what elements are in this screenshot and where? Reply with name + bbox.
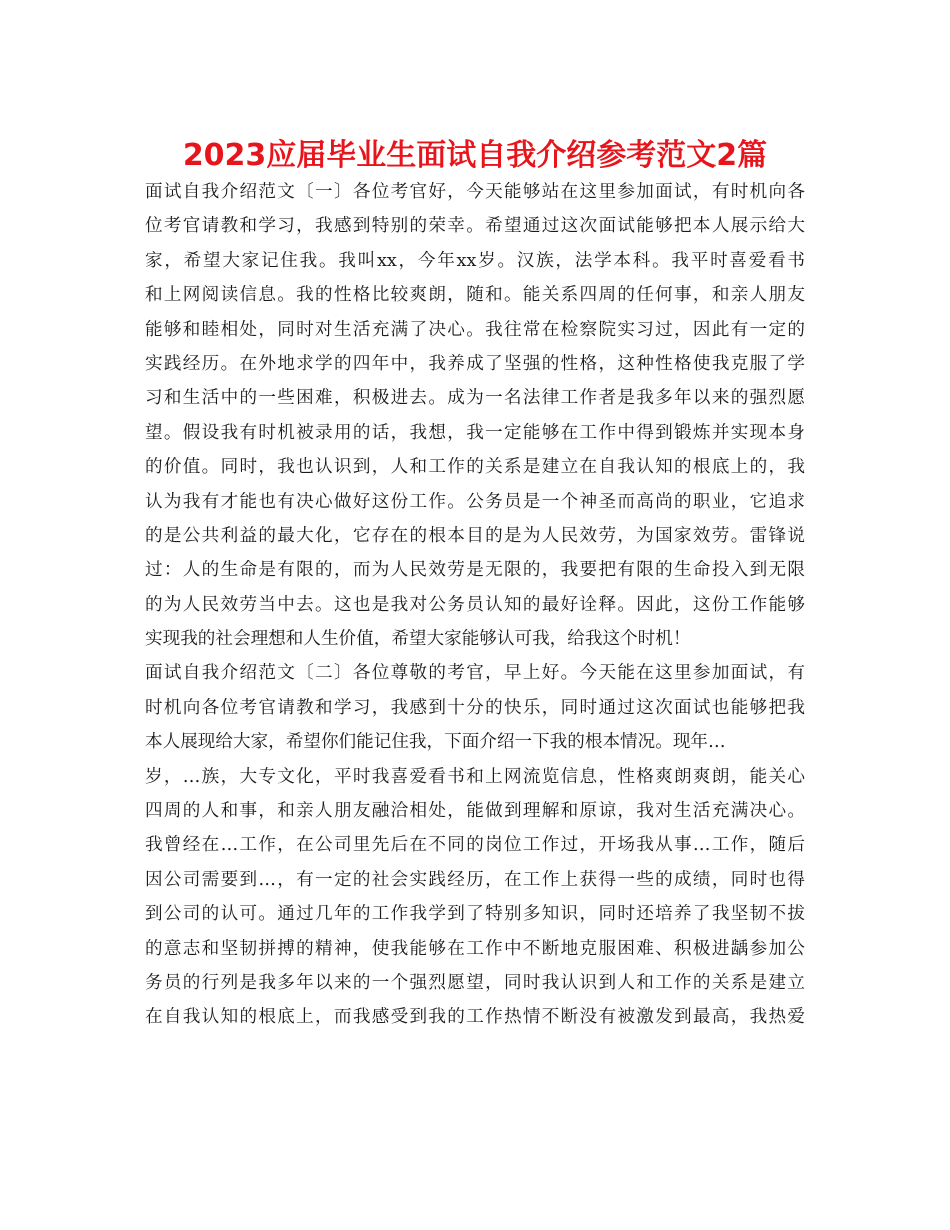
- text-line: 实践经历。在外地求学的四年中，我养成了坚强的性格，这种性格使我克服了学: [145, 353, 805, 374]
- text-line: 我曾经在…工作，在公司里先后在不同的岗位工作过，开场我从事…工作，随后: [145, 835, 805, 856]
- text-line: 和上网阅读信息。我的性格比较爽朗，随和。能关系四周的任何事，和亲人朋友: [145, 285, 805, 306]
- text-line: 务员的行列是我多年以来的一个强烈愿望，同时我认识到人和工作的关系是建立: [145, 972, 805, 993]
- text-line: 位考官请教和学习，我感到特别的荣幸。希望通过这次面试能够把本人展示给大: [145, 216, 805, 237]
- text-line: 到公司的认可。通过几年的工作我学到了特别多知识，同时还培养了我坚韧不拔: [145, 904, 805, 925]
- document-body: [145, 175, 805, 1035]
- text-line: 过：人的生命是有限的，而为人民效劳是无限的，我要把有限的生命投入到无限: [145, 560, 805, 581]
- text-line: 望。假设我有时机被录用的话，我想，我一定能够在工作中得到锻炼并实现本身: [145, 422, 805, 443]
- text-line: 因公司需要到…，有一定的社会实践经历，在工作上获得一些的成绩，同时也得: [145, 869, 805, 890]
- text-line: 能够和睦相处，同时对生活充满了决心。我往常在检察院实习过，因此有一定的: [145, 319, 805, 340]
- text-line: 在自我认知的根底上，而我感受到我的工作热情不断没有被激发到最高，我热爱: [145, 1007, 805, 1028]
- text-line: 面试自我介绍范文〔二〕各位尊敬的考官，早上好。今天能在这里参加面试，有: [145, 663, 805, 684]
- text-line: 的为人民效劳当中去。这也是我对公务员认知的最好诠释。因此，这份工作能够: [145, 594, 805, 615]
- text-line: 四周的人和事，和亲人朋友融洽相处，能做到理解和原谅，我对生活充满决心。: [145, 801, 805, 822]
- text-line: 习和生活中的一些困难，积极进去。成为一名法律工作者是我多年以来的强烈愿: [145, 388, 805, 409]
- text-line: 家，希望大家记住我。我叫xx，今年xx岁。汉族，法学本科。我平时喜爱看书: [145, 250, 805, 271]
- text-line: 认为我有才能也有决心做好这份工作。公务员是一个神圣而高尚的职业，它追求: [145, 491, 805, 512]
- text-line: 本人展现给大家，希望你们能记住我，下面介绍一下我的根本情况。现年…: [145, 732, 726, 753]
- text-line: 的价值。同时，我也认识到，人和工作的关系是建立在自我认知的根底上的，我: [145, 457, 805, 478]
- text-line: 的意志和坚韧拼搏的精神，使我能够在工作中不断地克服困难、积极进龋参加公: [145, 938, 805, 959]
- text-line: 实现我的社会理想和人生价值，希望大家能够认可我，给我这个时机！: [145, 629, 691, 650]
- text-line: 的是公共利益的最大化，它存在的根本目的是为人民效劳，为国家效劳。雷锋说: [145, 525, 805, 546]
- document-title: 2023应届毕业生面试自我介绍参考范文2篇: [182, 138, 768, 173]
- text-line: 岁，…族，大专文化，平时我喜爱看书和上网流览信息，性格爽朗爽朗，能关心: [145, 766, 805, 787]
- text-line: 时机向各位考官请教和学习，我感到十分的快乐，同时通过这次面试也能够把我: [145, 697, 805, 718]
- text-line: 面试自我介绍范文〔一〕各位考官好，今天能够站在这里参加面试，有时机向各: [145, 182, 805, 202]
